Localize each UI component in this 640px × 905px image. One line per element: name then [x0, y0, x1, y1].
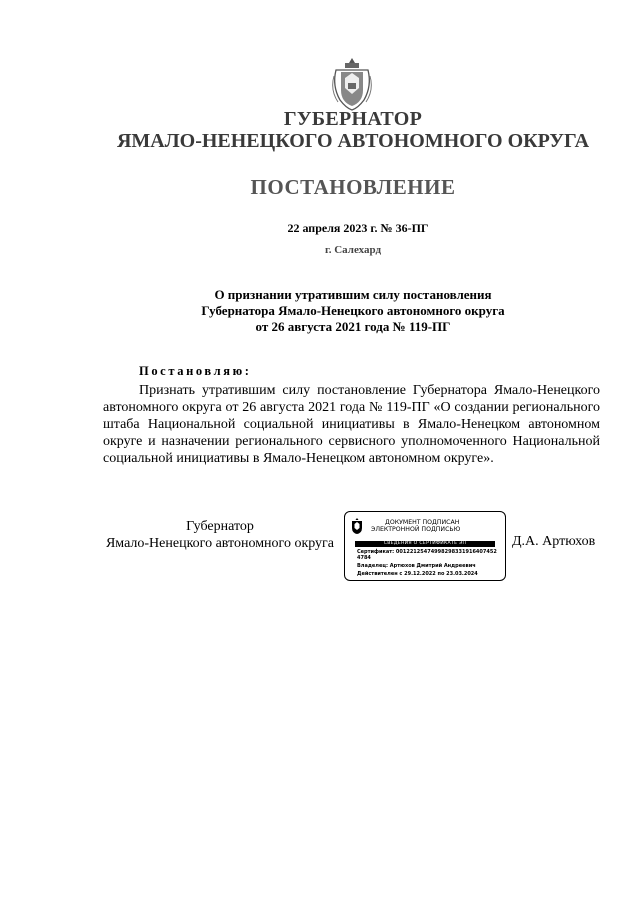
signatory-title	[100, 518, 340, 552]
stamp-owner: Владелец: Артюхов Дмитрий Андреевич	[357, 563, 476, 569]
signatory-title-line: Губернатор	[186, 519, 254, 534]
subject-line: О признании утратившим силу постановления	[214, 287, 492, 302]
stamp-certificate-cont: 4784	[357, 555, 371, 561]
body-paragraph: Признать утратившим силу постановление Губернатора Ямало-Ненецкого автономного округа от 26 августа 2021 года № 119-ПГ «О создании регионального штаба Национальной социальной инициативы в Ямало-Ненецком автономном округе и назначении регионального сервисного уполномоченного Национальной социальной инициативы в Ямало-Ненецком автономном округе».	[103, 383, 600, 466]
ruling-heading: Постановляю:	[139, 364, 252, 378]
stamp-title-line: ДОКУМЕНТ ПОДПИСАН	[385, 519, 460, 526]
stamp-certificate-header: СВЕДЕНИЯ О СЕРТИФИКАТЕ ЭП	[355, 541, 495, 547]
electronic-signature-stamp	[344, 511, 506, 581]
subject-line: от 26 августа 2021 года № 119-ПГ	[255, 319, 451, 334]
stamp-validity: Действителен с 29.12.2022 по 23.03.2024	[357, 571, 478, 577]
document-subject	[0, 287, 640, 335]
stamp-certificate: Сертификат: 00122125474998298331916407452	[357, 549, 497, 555]
stamp-emblem-icon	[350, 518, 364, 535]
coat-of-arms-icon	[330, 56, 374, 112]
stamp-title	[371, 519, 499, 533]
document-type: ПОСТАНОВЛЕНИЕ	[250, 175, 456, 199]
subject-line: Губернатора Ямало-Ненецкого автономного округа	[201, 303, 505, 318]
signatory-title-line: Ямало-Ненецкого автономного округа	[105, 536, 335, 551]
document-city: г. Салехард	[324, 244, 382, 256]
stamp-title-line: ЭЛЕКТРОННОЙ ПОДПИСЬЮ	[371, 526, 461, 534]
document-date-number: 22 апреля 2023 г. № 36-ПГ	[287, 221, 429, 235]
signatory-name: Д.А. Артюхов	[512, 534, 596, 549]
header-region: ЯМАЛО-НЕНЕЦКОГО АВТОНОМНОГО ОКРУГА	[116, 130, 590, 152]
document-body	[103, 382, 600, 467]
header-title: ГУБЕРНАТОР	[283, 108, 423, 130]
